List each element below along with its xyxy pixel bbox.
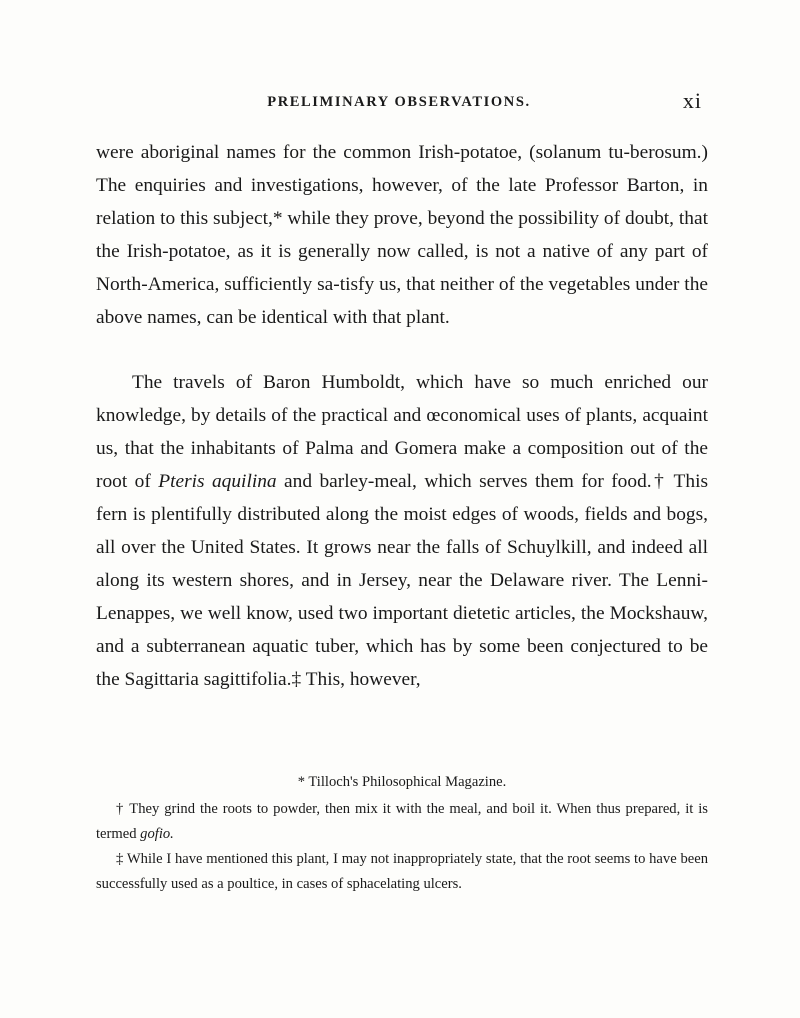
paragraph-1: were aboriginal names for the common Irish-potatoe, (solanum tu-berosum.) The enquiries and investigations, however, of the late Professor Barton, in relation to this subject,* while they prove, beyond the possibility of doubt, that the Irish-potatoe, as it is generally now called, is not a native of any part of North-America, sufficiently sa-tisfy us, that neither of the vegetables under the above names, can be identical with that plant. xyxy=(96,142,708,328)
paragraph-2-text-a: The travels of Baron Humboldt, which have so much enriched our knowledge, by details of the practical and œconomical uses of plants, acquaint us, that the inhabitants of Palma and Gomera make a composition out of the root of xyxy=(96,372,708,492)
footnote-2-term: gofio. xyxy=(140,826,174,842)
page-number: xi xyxy=(682,88,702,113)
footnotes xyxy=(96,770,708,897)
paragraph-2 xyxy=(96,366,708,696)
paragraph-2-text-b: and barley-meal, which serves them for food.† This fern is plentifully distributed along the moist edges of woods, fields and bogs, all over the United States. It grows near the falls of Schuylkill, and indeed all along its western shores, and in Jersey, near the Delaware river. The Lenni-Lenappes, we well know, used two important dietetic articles, the Mockshauw, and a subterranean aquatic tuber, which has by some been conjectured to be the Sagittaria sagittifolia.‡ This, however, xyxy=(96,471,708,690)
footnote-1: * Tilloch's Philosophical Magazine. xyxy=(297,774,507,790)
footnote-2-text: † They grind the roots to powder, then mix it with the meal, and boil it. When thus prepared, it is termed xyxy=(96,801,708,842)
paragraph-2-species-name: Pteris aquilina xyxy=(158,471,277,492)
running-head-title: PRELIMINARY OBSERVATIONS. xyxy=(267,94,531,110)
running-head xyxy=(96,88,702,116)
footnote-2 xyxy=(96,797,708,847)
footnote-3: ‡ While I have mentioned this plant, I may not inappropriately state, that the root seems to have been successfully used as a poultice, in cases of sphacelating ulcers. xyxy=(96,851,708,892)
body-text xyxy=(96,136,708,696)
